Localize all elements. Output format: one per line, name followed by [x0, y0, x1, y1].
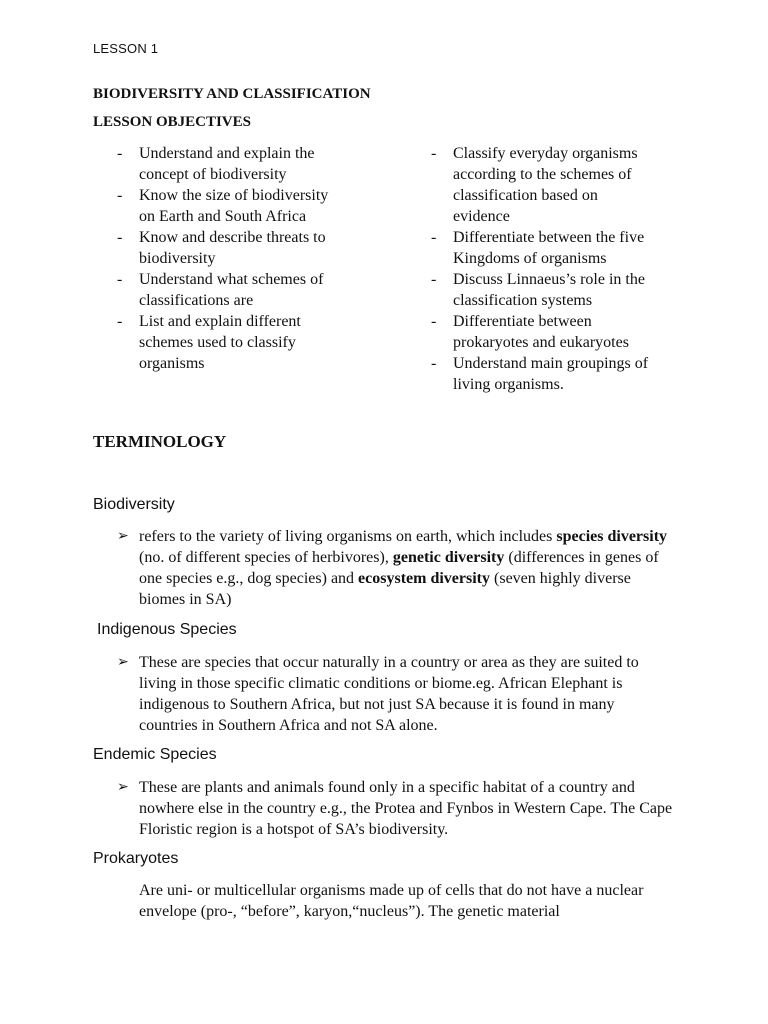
objective-line: according to the schemes of	[453, 166, 632, 183]
definition-text	[117, 526, 677, 610]
objectives-right-column	[431, 143, 706, 395]
dash-bullet: -	[431, 271, 437, 288]
objective-item	[431, 227, 706, 269]
page-title: BIODIVERSITY AND CLASSIFICATION	[93, 86, 371, 102]
definition-text: These are plants and animals found only in a specific habitat of a country and nowhere else in the country e.g., the Protea and Fynbos in Western Cape. The Cape Floristic region is a hotspot of SA’s biodiversity.	[139, 779, 673, 838]
arrow-bullet-icon: ➢	[117, 528, 129, 544]
terminology-heading: TERMINOLOGY	[93, 432, 227, 451]
text-run: refers to the variety of living organisms on earth, which includes	[139, 528, 557, 545]
dash-bullet: -	[117, 313, 123, 330]
text-run: (seven highly diverse biomes in SA)	[139, 570, 631, 608]
dash-bullet: -	[117, 271, 123, 288]
objective-line: Understand main groupings of	[453, 355, 649, 372]
dash-bullet: -	[117, 229, 123, 246]
objective-line: Differentiate between the five	[453, 229, 645, 246]
dash-bullet: -	[117, 145, 123, 162]
objective-item	[431, 143, 706, 227]
objective-item	[117, 269, 402, 311]
term-endemic-species: Endemic Species	[93, 746, 217, 763]
objective-line: Kingdoms of organisms	[453, 250, 607, 267]
term-indigenous-species: Indigenous Species	[97, 621, 237, 638]
text-run: (no. of different species of herbivores),	[139, 549, 393, 566]
objective-line: prokaryotes and eukaryotes	[453, 334, 629, 351]
objective-line: classification systems	[453, 292, 593, 309]
text-run: (differences in genes of one species e.g., dog species) and	[139, 549, 659, 587]
objective-line: evidence	[453, 208, 510, 225]
definition-endemic-species	[117, 777, 677, 840]
objective-item	[117, 227, 402, 269]
term-biodiversity: Biodiversity	[93, 496, 175, 513]
objective-line: biodiversity	[139, 250, 216, 267]
objective-line: on Earth and South Africa	[139, 208, 307, 225]
objective-line: Differentiate between	[453, 313, 592, 330]
objective-line: concept of biodiversity	[139, 166, 287, 183]
dash-bullet: -	[117, 187, 123, 204]
objectives-heading: LESSON OBJECTIVES	[93, 114, 251, 130]
bold-term: genetic diversity	[392, 549, 505, 566]
dash-bullet: -	[431, 355, 437, 372]
dash-bullet: -	[431, 145, 437, 162]
objective-line: classification based on	[453, 187, 598, 204]
objective-line: Know the size of biodiversity	[139, 187, 329, 204]
objective-line: living organisms.	[453, 376, 564, 393]
objective-line: List and explain different	[139, 313, 301, 330]
objective-line: organisms	[139, 355, 205, 372]
definition-biodiversity	[117, 526, 677, 610]
arrow-bullet-icon: ➢	[117, 654, 129, 670]
objective-line: Classify everyday organisms	[453, 145, 638, 162]
objective-line: Understand and explain the	[139, 145, 315, 162]
bold-term: ecosystem diversity	[358, 570, 491, 587]
term-prokaryotes: Prokaryotes	[93, 850, 179, 867]
arrow-bullet-icon: ➢	[117, 779, 129, 795]
dash-bullet: -	[431, 229, 437, 246]
objective-line: classifications are	[139, 292, 254, 309]
objective-line: schemes used to classify	[139, 334, 296, 351]
dash-bullet: -	[431, 313, 437, 330]
definition-text: These are species that occur naturally in a country or area as they are suited to living in those specific climatic conditions or biome.eg. African Elephant is indigenous to Southern Africa, but not just SA because it is found in many countries in Southern Africa and not SA alone.	[139, 654, 639, 734]
objective-item	[117, 143, 402, 185]
objective-item	[431, 353, 706, 395]
objective-item	[117, 311, 402, 374]
objective-item	[431, 269, 706, 311]
objective-line: Know and describe threats to	[139, 229, 326, 246]
objective-item	[117, 185, 402, 227]
objectives-left-column	[117, 143, 402, 374]
definition-indigenous-species	[117, 652, 677, 736]
lesson-header: LESSON 1	[93, 41, 159, 56]
definition-prokaryotes: Are uni- or multicellular organisms made up of cells that do not have a nuclear envelope (pro-, “before”, karyon,“nucleus”). The genetic material	[139, 882, 644, 920]
objective-item	[431, 311, 706, 353]
objective-line: Understand what schemes of	[139, 271, 324, 288]
objective-line: Discuss Linnaeus’s role in the	[453, 271, 645, 288]
bold-term: species diversity	[556, 528, 668, 545]
